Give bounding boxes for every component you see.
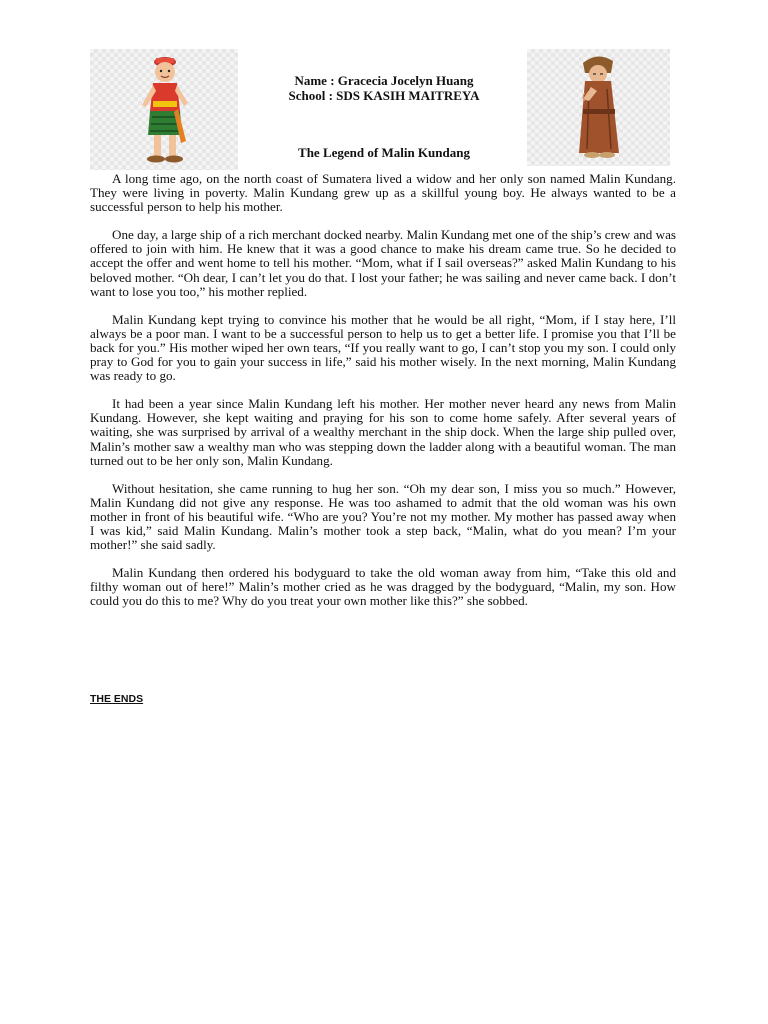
the-ends-label: THE ENDS <box>90 693 144 705</box>
school-name: School : SDS KASIH MAITREYA <box>288 88 480 103</box>
paragraph: It had been a year since Malin Kundang left his mother. Her mother never heard any news from Malin Kundang. However, she kept waiting and praying for his son to come home safely. After several years of waiting, she was surprised by arrival of a wealthy merchant in the ship dock. When the large ship pulled over, Malin’s mother saw a wealthy man who was stepping down the ladder along with a beautiful woman. The man turned out to be her only son, Malin Kundang. <box>90 396 676 468</box>
boy-in-costume-icon <box>90 49 238 170</box>
boy-illustration <box>90 49 238 170</box>
student-name: Name : Gracecia Jocelyn Huang <box>294 73 474 88</box>
mother-illustration <box>527 49 670 166</box>
paragraph: Without hesitation, she came running to hug her son. “Oh my dear son, I miss you so much.” However, Malin Kundang did not give any response. He was too ashamed to admit that the old woman was his own mother in front of his beautiful wife. “Who are you? You’re not my mother. My mother has passed away when I was kid,” said Malin Kundang. Malin’s mother took a step back, “Malin, what do you mean? I’m your mother!” she said sadly. <box>90 480 676 553</box>
paragraph: One day, a large ship of a rich merchant docked nearby. Malin Kundang met one of the ship’s crew and was offered to join with him. He knew that it was a good chance to make his dream came true. So he decided to accept the offer and went home to tell his mother. “Mom, what if I sail overseas?” asked Malin Kundang to his beloved mother. “Oh dear, I can’t let you do that. I lost your father; he was sailing and never came back. I don’t want to lose you too,” his mother replied. <box>90 227 676 299</box>
paragraph: A long time ago, on the north coast of Sumatera lived a widow and her only son named Malin Kundang. They were living in poverty. Malin Kundang grew up as a skillful young boy. He always wanted to be a successful person to help his mother. <box>90 171 676 215</box>
story-title: The Legend of Malin Kundang <box>298 145 470 160</box>
old-woman-icon <box>527 49 670 166</box>
story-body <box>90 172 676 622</box>
paragraph: Malin Kundang then ordered his bodyguard to take the old woman away from him, “Take this old and filthy woman out of here!” Malin’s mother cried as he was dragged by the bodyguard, “Malin, my son. How could you do this to me? Why do you treat your own mother like this?” she sobbed. <box>90 565 676 609</box>
paragraph: Malin Kundang kept trying to convince his mother that he would be all right, “Mom, if I stay here, I’ll always be a poor man. I want to be a successful person to help us to get a better life. I promise you that I’ll be back for you.” His mother wiped her own tears, “If you really want to go, I can’t stop you my son. I could only pray to God for you to gain your success in life,” said his mother wisely. In the next morning, Malin Kundang was ready to go. <box>90 311 676 384</box>
